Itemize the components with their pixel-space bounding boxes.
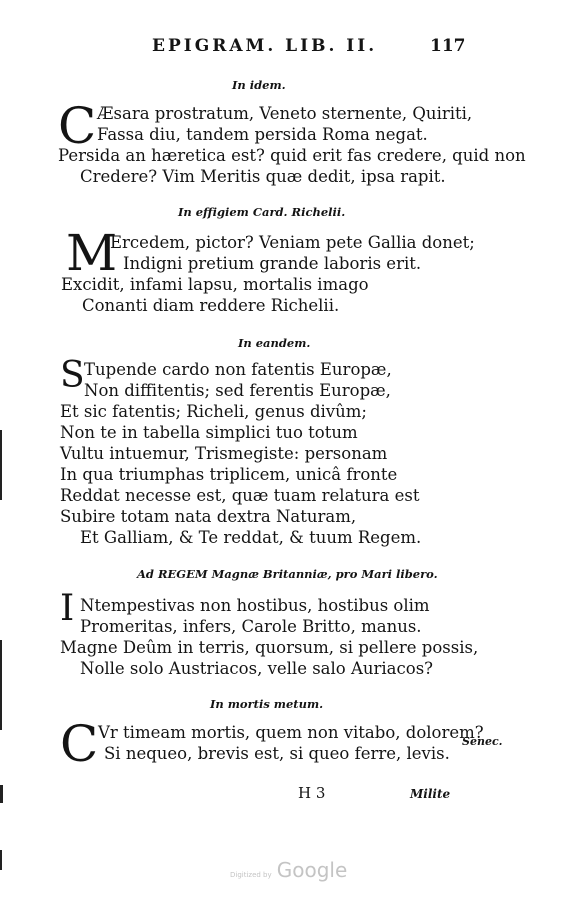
signature-mark: H 3	[298, 784, 326, 802]
drop-cap: C	[60, 715, 99, 773]
verse-line: Fassa diu, tandem persida Roma negat.	[97, 125, 428, 144]
google-watermark	[230, 858, 347, 882]
verse-line: Conanti diam reddere Richelii.	[82, 296, 340, 315]
verse-line: Credere? Vim Meritis quæ dedit, ipsa rapit.	[80, 167, 446, 186]
verse-line: Nolle solo Austriacos, velle salo Auriacos?	[80, 659, 434, 678]
verse-line: Vr timeam mortis, quem non vitabo, dolorem?	[98, 723, 484, 742]
catchword: Milite	[410, 787, 451, 801]
page-number: 117	[430, 36, 466, 56]
drop-cap: C	[58, 97, 97, 155]
verse-line: Si nequeo, brevis est, si queo ferre, levis.	[104, 744, 450, 763]
verse-line: Ntempestivas non hostibus, hostibus olim	[80, 596, 430, 615]
verse-line: Æsara prostratum, Veneto sternente, Quiriti,	[97, 104, 473, 123]
drop-cap: I	[60, 588, 75, 629]
google-logo: Google	[276, 858, 348, 882]
verse-line: Promeritas, infers, Carole Britto, manus.	[80, 617, 422, 636]
verse-line: Reddat necesse est, quæ tuam relatura est	[60, 486, 420, 505]
poem-title: Ad REGEM Magnæ Britanniæ, pro Mari libero.	[137, 567, 438, 581]
margin-note: Senec.	[462, 735, 503, 748]
scan-edge-mark	[0, 785, 3, 803]
poem-title: In eandem.	[238, 336, 311, 350]
verse-line: Vultu intuemur, Trismegiste: personam	[60, 444, 388, 463]
verse-line: Subire totam nata dextra Naturam,	[60, 507, 357, 526]
verse-line: Non te in tabella simplici tuo totum	[60, 423, 358, 442]
drop-cap: S	[60, 355, 85, 396]
verse-line: Persida an hæretica est? quid erit fas credere, quid non	[58, 146, 526, 165]
verse-line: Tupende cardo non fatentis Europæ,	[84, 360, 392, 379]
poem-title: In idem.	[232, 78, 286, 92]
verse-line: Excidit, infami lapsu, mortalis imago	[61, 275, 369, 294]
verse-line: Et Galliam, & Te reddat, & tuum Regem.	[80, 528, 422, 547]
verse-line: Non diffitentis; sed ferentis Europæ,	[84, 381, 391, 400]
verse-line: Ercedem, pictor? Veniam pete Gallia donet;	[110, 233, 475, 252]
verse-line: Indigni pretium grande laboris erit.	[123, 254, 422, 273]
verse-line: Magne Deûm in terris, quorsum, si pellere possis,	[60, 638, 479, 657]
poem-title: In effigiem Card. Richelii.	[178, 205, 346, 219]
running-title: EPIGRAM. LIB. II.	[152, 36, 378, 56]
scan-edge-mark	[0, 430, 2, 500]
verse-line: Et sic fatentis; Richeli, genus divûm;	[60, 402, 367, 421]
digitized-by-label: Digitized by	[230, 871, 272, 879]
scan-edge-mark	[0, 640, 2, 730]
drop-cap: M	[66, 224, 118, 282]
verse-line: In qua triumphas triplicem, unicâ fronte	[60, 465, 398, 484]
poem-title: In mortis metum.	[210, 697, 324, 711]
scan-edge-mark	[0, 850, 2, 870]
